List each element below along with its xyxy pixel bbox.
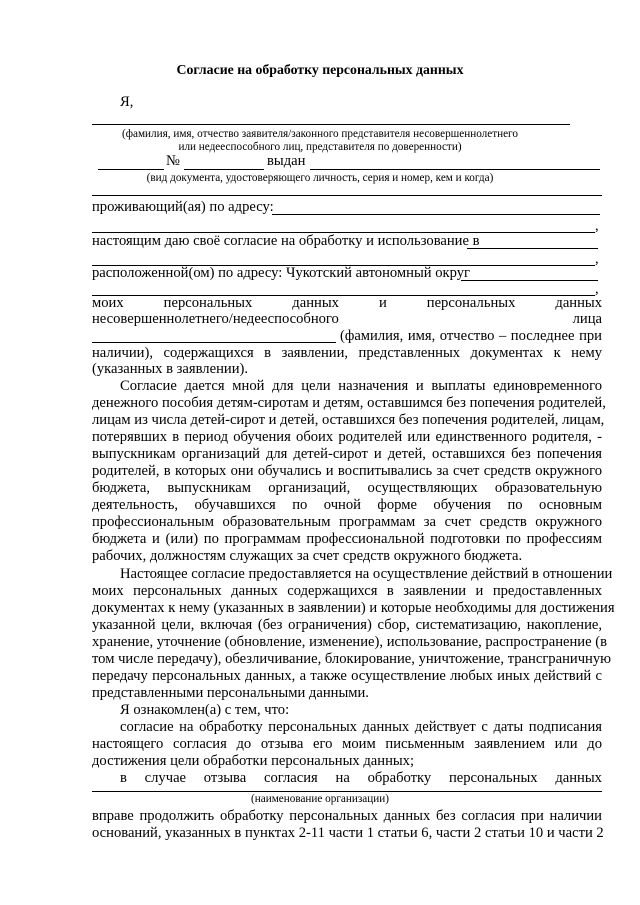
p3-line: том числе передачу), обезличивание, блокирование, уничтожение, трансграничную (92, 651, 612, 667)
p4-line: Я ознакомлен(а) с тем, что: (120, 702, 290, 718)
p3-line: моих персональных данных содержащихся в заявлении и предоставленных (92, 583, 602, 599)
p3-line: указанной цели, включая (без ограничения) сбор, систематизацию, накопление, (92, 617, 602, 633)
p2-line: лицам из числа детей-сирот и детей, оставшихся без попечения родителей, лицам, (92, 412, 605, 428)
p2-line: бюджета, выпускникам организаций, осуществляющих образовательную (92, 480, 602, 496)
located-label: расположенной(ом) по адресу: Чукотский автономный округ (92, 265, 471, 281)
issued-by-line[interactable] (310, 169, 600, 170)
p3-line: Настоящее согласие предоставляется на осуществление действий в отношении (120, 566, 613, 582)
comma-2: , (595, 251, 599, 267)
p1-line-2: несовершеннолетнего/недееспособного лица (92, 311, 602, 327)
p1-line-5: (указанных в заявлении). (92, 361, 249, 377)
p3-line: хранение, уточнение (обновление, изменение), использование, распространение (в (92, 634, 607, 650)
document-title: Согласие на обработку персональных данных (176, 62, 464, 77)
p2-line: бюджета и (или) по программам профессиональной подготовки по профессиям (92, 531, 602, 547)
number-sign: № (166, 153, 180, 169)
fio-caption-2: или недееспособного лиц, представителя по доверенности) (178, 141, 462, 153)
p2-line: денежного пособия детям-сиротам и детям, оставшимся без попечения родителей, (92, 395, 606, 411)
doc-caption: (вид документа, удостоверяющего личность, серия и номер, кем и когда) (146, 172, 494, 184)
p6-line: в случае отзыва согласия на обработку персональных данных (120, 770, 602, 786)
p2-last-line: рабочих, должностям служащих за счет средств окружного бюджета. (92, 548, 523, 564)
comma-1: , (595, 218, 599, 234)
consent-label: настоящим даю своё согласие на обработку и использование в (92, 233, 480, 249)
address-label: проживающий(ая) по адресу: (92, 199, 274, 215)
p2-line: деятельность, обучавшихся по очной форме обучения по основным (92, 497, 602, 513)
p2-line: профессиональным образовательным программам за счет средств окружного (92, 514, 602, 530)
fio-caption-1: (фамилия, имя, отчество заявителя/законного представителя несовершеннолетнего (122, 128, 518, 140)
p1-line-1: моих персональных данных и персональных данных (92, 295, 603, 311)
location-line[interactable] (461, 280, 598, 281)
p5-line: настоящего согласия до отзыва его моим письменным заявлением или до (92, 736, 602, 752)
p2-line: родителей, в которых они обучались и воспитывались за счет средств окружного (92, 463, 602, 479)
p2-line: выпускникам организаций для детей-сирот и детей, оставшихся без попечения (92, 446, 602, 462)
org-caption: (наименование организации) (251, 793, 389, 805)
p3-line: передачу персональных данных, а также осуществление любых иных действий с (92, 668, 602, 684)
ya-label: Я, (120, 94, 134, 110)
p1-line-3: (фамилия, имя, отчество – последнее при (340, 328, 602, 344)
comma-3: , (595, 281, 599, 297)
p7-line: вправе продолжить обработку персональных данных без согласия при наличии (92, 808, 602, 824)
minor-fio-line[interactable] (92, 342, 336, 343)
blank-line-1[interactable] (92, 195, 602, 196)
doc-type-line[interactable] (98, 169, 164, 170)
fio-line[interactable] (92, 124, 570, 125)
doc-number-line[interactable] (184, 169, 264, 170)
p2-line: Согласие дается мной для цели назначения и выплаты единовременного (120, 378, 602, 394)
address-line[interactable] (272, 214, 600, 215)
p3-line: документах к нему (указанных в заявлении) и которые необходимы для достижения (92, 600, 615, 616)
p7-line: оснований, указанных в пунктах 2-11 части 1 статьи 6, части 2 статьи 10 и части 2 (92, 825, 604, 841)
p5-last-line: достижения цели обработки персональных данных; (92, 753, 415, 769)
p1-line-4: наличии), содержащихся в заявлении, представленных документах к нему (92, 345, 602, 361)
issued-label: выдан (267, 153, 306, 169)
p3-last-line: представленными персональными данными. (92, 685, 369, 701)
org-name-line[interactable] (92, 791, 602, 792)
p5-line: согласие на обработку персональных данных действует с даты подписания (120, 719, 602, 735)
p2-line: потерявших в период обучения обоих родителей или единственного родителя, - (92, 429, 602, 445)
organization-line[interactable] (467, 248, 598, 249)
